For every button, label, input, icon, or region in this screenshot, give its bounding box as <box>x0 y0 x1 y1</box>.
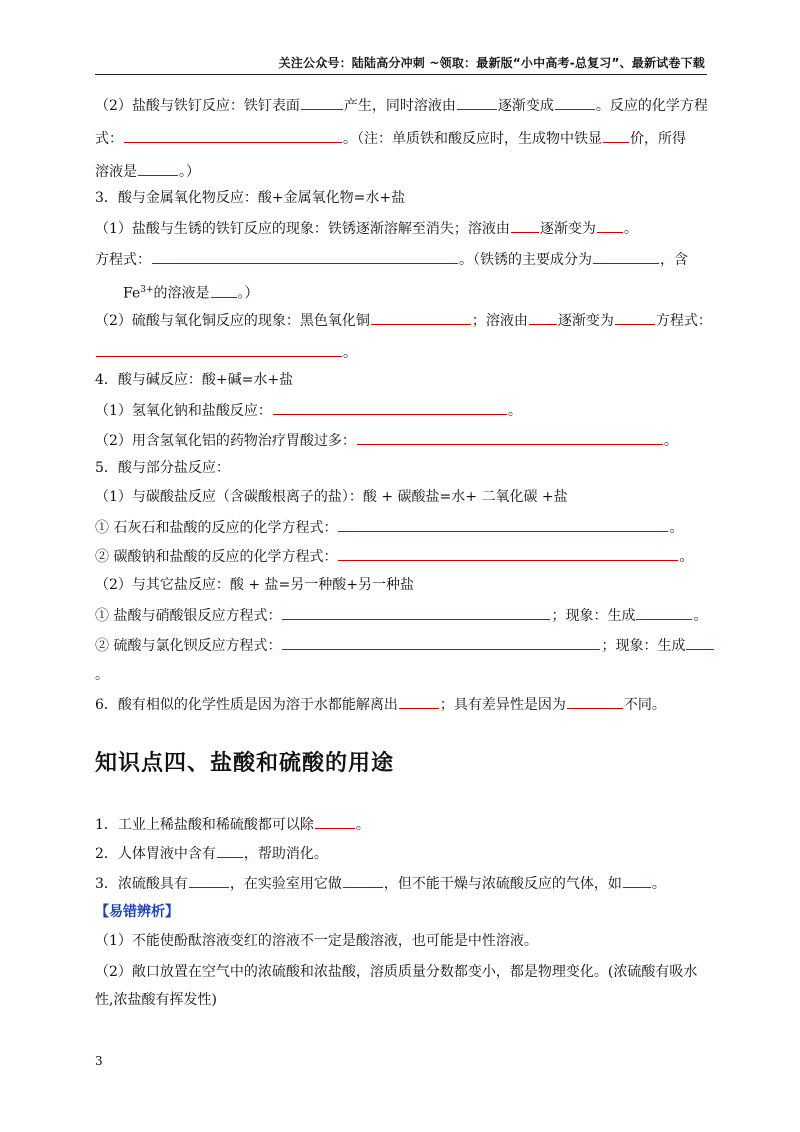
answer-blank[interactable] <box>96 342 342 357</box>
answer-blank[interactable] <box>511 218 539 233</box>
text-line: 1．工业上稀盐酸和稀硫酸都可以除 。 <box>95 814 370 835</box>
text-line: $Fe^{3+}$的溶液是 。） <box>123 280 259 304</box>
answer-blank[interactable] <box>636 605 692 620</box>
text-line: ① 盐酸与硝酸银反应方程式： ；现象：生成 。 <box>95 605 707 626</box>
answer-blank[interactable] <box>567 694 623 709</box>
header-text: 关注公众号：陆陆高分冲刺 ~领取：最新版“小中高考-总复习”、最新试卷下载 <box>278 56 705 70</box>
answer-blank[interactable] <box>338 546 678 561</box>
text-line: （2）盐酸与铁钉反应：铁钉表面 产生，同时溶液由 逐渐变成 。反应的化学方程 <box>95 95 708 116</box>
answer-blank[interactable] <box>371 310 471 325</box>
answer-blank[interactable] <box>597 218 623 233</box>
text-line: 性,浓盐酸有挥发性) <box>95 992 217 1008</box>
answer-blank[interactable] <box>343 873 383 888</box>
text-line: 方程式： 。（铁锈的主要成分为 ，含 <box>95 249 688 270</box>
answer-blank[interactable] <box>457 95 497 110</box>
answer-blank[interactable] <box>399 694 439 709</box>
text-line: 2．人体胃液中含有 ，帮助消化。 <box>95 843 328 864</box>
answer-blank[interactable] <box>686 635 714 650</box>
answer-blank[interactable] <box>603 128 629 143</box>
answer-blank[interactable] <box>555 95 595 110</box>
answer-blank[interactable] <box>338 517 668 532</box>
answer-blank[interactable] <box>152 249 458 264</box>
text-line: （1）盐酸与生锈的铁钉反应的现象：铁锈逐渐溶解至消失；溶液由 逐渐变为 。 <box>95 218 638 239</box>
text-line: 3．浓硫酸具有 ，在实验室用它做 ，但不能干燥与浓硫酸反应的气体，如 。 <box>95 873 666 894</box>
text-line: 6．酸有相似的化学性质是因为溶于水都能解离出 ；具有差异性是因为 不同。 <box>95 694 666 715</box>
answer-blank[interactable] <box>623 873 651 888</box>
page-header <box>95 52 707 75</box>
answer-blank[interactable] <box>282 605 550 620</box>
text-line: （1）氢氧化钠和盐酸反应： 。 <box>95 400 522 421</box>
section-title: 知识点四、盐酸和硫酸的用途 <box>95 751 395 776</box>
text-line: 溶液是 。） <box>95 161 200 182</box>
text-line: （2）敞口放置在空气中的浓硫酸和浓盐酸，溶质质量分数都变小，都是物理变化。(浓硫酸有吸水 <box>95 964 698 980</box>
answer-blank[interactable] <box>138 161 178 176</box>
text-line: （2）与其它盐反应：酸 + 盐=另一种酸+另一种盐 <box>95 577 414 593</box>
text-line: 。 <box>95 342 357 363</box>
answer-blank[interactable] <box>124 128 342 143</box>
answer-blank[interactable] <box>357 430 663 445</box>
answer-blank[interactable] <box>211 283 237 298</box>
text-line: ② 碳酸钠和盐酸的反应的化学方程式： 。 <box>95 546 693 567</box>
text-line: 4．酸与碱反应：酸+碱=水+盐 <box>95 372 294 388</box>
answer-blank[interactable] <box>593 249 659 264</box>
answer-blank[interactable] <box>301 95 343 110</box>
answer-blank[interactable] <box>529 310 557 325</box>
text-line: 5．酸与部分盐反应： <box>95 460 230 476</box>
text-line: （2）用含氢氧化铝的药物治疗胃酸过多： 。 <box>95 430 678 451</box>
text-line: ② 硫酸与氯化钡反应方程式： ；现象：生成 <box>95 635 715 656</box>
answer-blank[interactable] <box>315 814 355 829</box>
answer-blank[interactable] <box>282 635 600 650</box>
text-line: ① 石灰石和盐酸的反应的化学方程式： 。 <box>95 517 683 538</box>
answer-blank[interactable] <box>217 843 243 858</box>
text-line: （2）硫酸与氧化铜反应的现象：黑色氧化铜 ；溶液由 逐渐变为 方程式： <box>95 310 712 331</box>
answer-blank[interactable] <box>615 310 655 325</box>
text-line: 。 <box>95 667 109 683</box>
text-line: （1）不能使酚酞溶液变红的溶液不一定是酸溶液，也可能是中性溶液。 <box>95 933 538 949</box>
text-line: 式： 。（注：单质铁和酸反应时，生成物中铁显 价，所得 <box>95 128 686 149</box>
text-line: 3．酸与金属氧化物反应：酸+金属氧化物=水+盐 <box>95 190 406 206</box>
page-number: 3 <box>95 1054 103 1068</box>
answer-blank[interactable] <box>189 873 229 888</box>
answer-blank[interactable] <box>273 400 507 415</box>
error-analysis-tag: 【易错辨析】 <box>95 904 179 920</box>
text-line: （1）与碳酸盐反应（含碳酸根离子的盐）：酸 + 碳酸盐=水+ 二氧化碳 +盐 <box>95 489 568 505</box>
